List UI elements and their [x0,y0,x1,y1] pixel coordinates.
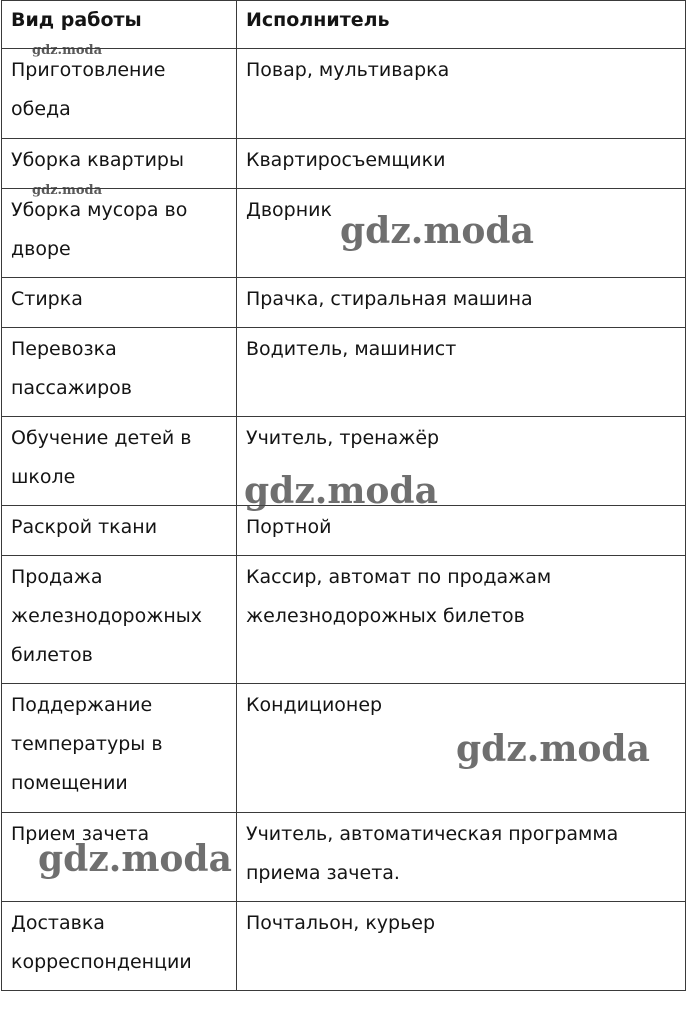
work-type-cell: Прием зачета [2,813,237,902]
table-row [2,556,686,684]
work-performer-table [1,0,686,991]
performer-cell: Водитель, машинист [237,328,686,417]
table-row [2,139,686,189]
watermark: gdz.moda [456,728,650,770]
table-row [2,49,686,139]
work-type-cell: Приготовление обеда [2,49,237,139]
header-performer: Исполнитель [237,1,686,49]
watermark: gdz.moda [340,210,534,252]
table-row [2,813,686,902]
table-row [2,278,686,328]
work-type-cell: Обучение детей в школе [2,417,237,506]
performer-cell: Учитель, автоматическая программа приема зачета. [237,813,686,902]
performer-cell: Портной [237,506,686,556]
watermark: gdz.moda [38,838,232,880]
performer-cell: Кассир, автомат по продажам железнодорожных билетов [237,556,686,684]
table-row [2,506,686,556]
watermark: gdz.moda [32,43,103,58]
work-type-cell: Раскрой ткани [2,506,237,556]
table-row [2,328,686,417]
work-type-cell: Продажа железнодорожных билетов [2,556,237,684]
table-row [2,417,686,506]
work-type-cell: Перевозка пассажиров [2,328,237,417]
header-work-type: Вид работы [2,1,237,49]
work-type-cell: Стирка [2,278,237,328]
performer-cell: Прачка, стиральная машина [237,278,686,328]
work-type-cell: Поддержание температуры в помещении [2,684,237,813]
performer-cell: Квартиросъемщики [237,139,686,189]
work-type-cell: Доставка корреспонденции [2,902,237,991]
performer-cell: Учитель, тренажёр [237,417,686,506]
watermark: gdz.moda [244,470,438,512]
work-type-cell: Уборка квартиры [2,139,237,189]
performer-cell: Дворник [237,189,686,278]
work-type-cell: Уборка мусора во дворе [2,189,237,278]
performer-cell: Кондиционер [237,684,686,813]
watermark: gdz.moda [32,183,103,198]
table-row [2,684,686,813]
table-row [2,189,686,278]
performer-cell: Почтальон, курьер [237,902,686,991]
table-row [2,902,686,991]
table-header-row [2,1,686,49]
performer-cell: Повар, мультиварка [237,49,686,139]
